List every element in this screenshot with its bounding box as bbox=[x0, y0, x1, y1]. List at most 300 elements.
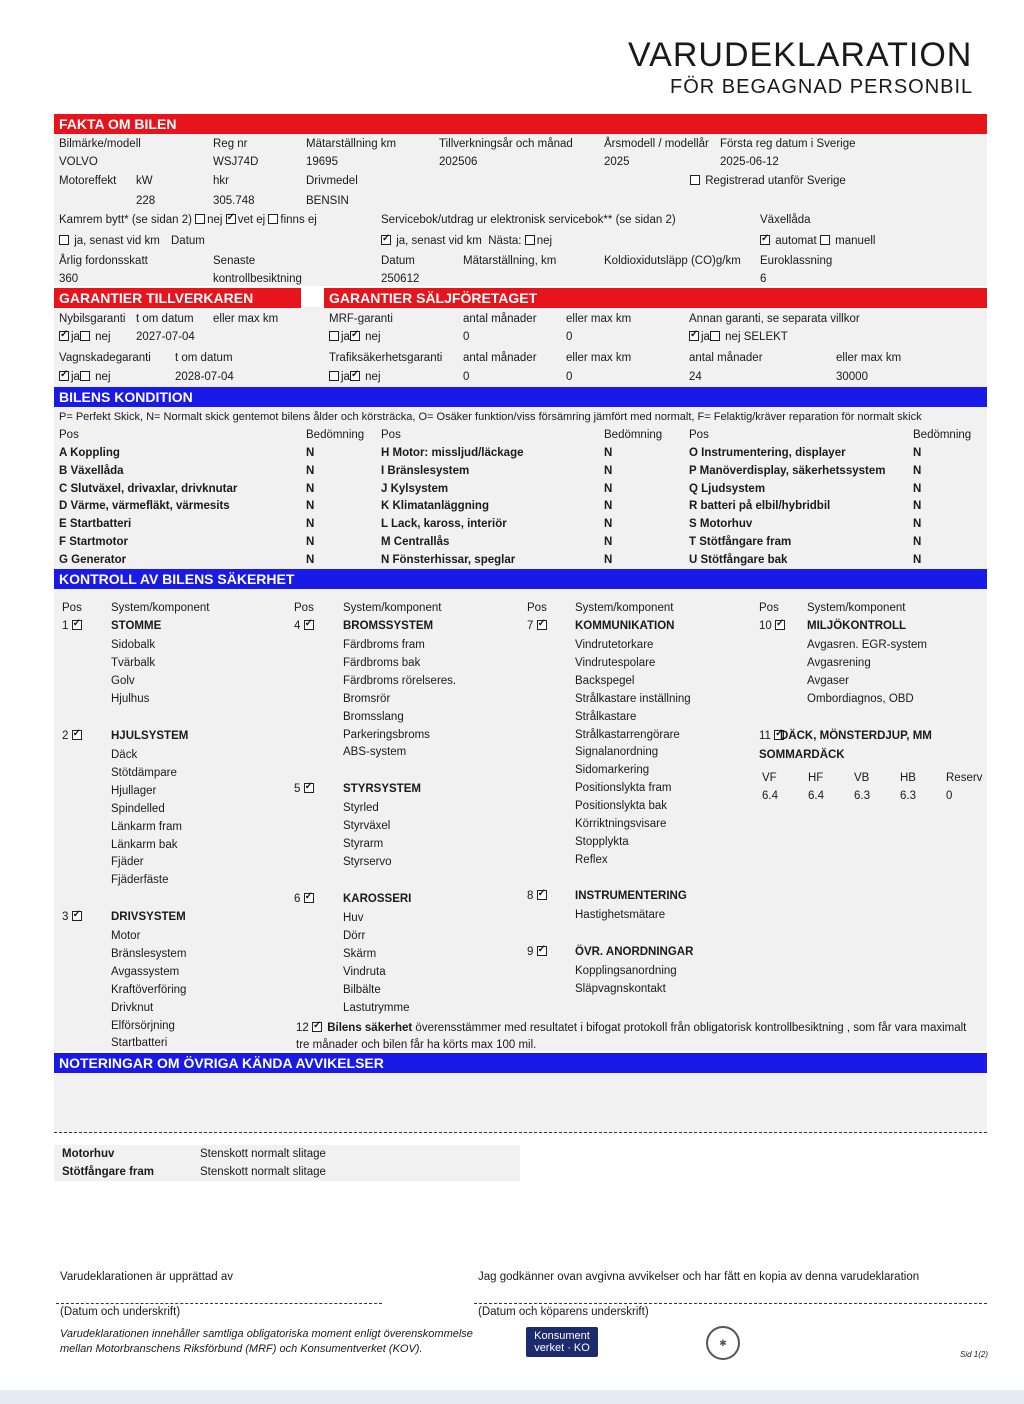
safety-group-number bbox=[62, 910, 84, 924]
safety-item: Kraftöverföring bbox=[111, 983, 187, 996]
safety-item: Hjulhus bbox=[111, 692, 150, 705]
safety-item: Startbatteri bbox=[111, 1037, 168, 1050]
p12-line2: tre månader och bilen får ha körts max 100 mil. bbox=[296, 1039, 537, 1051]
kondition-item-label: F Startmotor bbox=[59, 536, 128, 548]
mrf-nej-checkbox[interactable] bbox=[350, 331, 360, 341]
footer-upprattad: Varudeklarationen är upprättad av bbox=[60, 1271, 234, 1283]
label-automat: automat bbox=[775, 235, 817, 247]
label-regnr: Reg nr bbox=[213, 138, 248, 150]
safety-item: Lastutrymme bbox=[343, 1001, 410, 1014]
label-kamrem-datum: Datum bbox=[171, 235, 205, 247]
kondition-item-grade: N bbox=[306, 500, 315, 513]
reg-utanfor-row bbox=[690, 174, 846, 188]
label-annan-eller: eller max km bbox=[836, 352, 902, 364]
kondition-item-label: H Motor: missljud/läckage bbox=[381, 447, 524, 459]
label-vagnskada-nej: nej bbox=[95, 371, 111, 383]
safety-group-title: STYRSYSTEM bbox=[343, 783, 421, 795]
value-mrf-manader: 0 bbox=[463, 331, 470, 343]
safety-item: Golv bbox=[111, 674, 135, 687]
kondition-item-grade: N bbox=[604, 482, 613, 495]
safety-item: Motor bbox=[111, 930, 141, 942]
garanti-saljforetaget-heading: GARANTIER SÄLJFÖRETAGET bbox=[324, 288, 987, 308]
safety-checkbox[interactable] bbox=[537, 946, 547, 956]
safety-item: Positionslykta bak bbox=[575, 800, 668, 813]
safety-group-number bbox=[527, 945, 549, 959]
safety-num: 7 bbox=[527, 620, 534, 632]
label-mrf-antal: antal månader bbox=[463, 313, 537, 325]
label-nybil-eller: eller max km bbox=[213, 313, 279, 325]
noteringar-panel bbox=[54, 1073, 987, 1133]
label-kamrem-nej: nej bbox=[207, 214, 223, 226]
vagnskada-nej-checkbox[interactable] bbox=[80, 371, 90, 381]
tyre-header: VF bbox=[762, 772, 777, 784]
safety-item: Bränslesystem bbox=[111, 947, 187, 960]
safety-item: Däck bbox=[111, 749, 138, 761]
window-bottom-edge bbox=[0, 1390, 1024, 1404]
kondition-item-label: E Startbatteri bbox=[59, 518, 132, 531]
value-regnr: WSJ74D bbox=[213, 156, 259, 168]
tyre-header: HF bbox=[808, 772, 824, 784]
sakerhet-col-pos-3: Pos bbox=[527, 602, 547, 614]
label-mrf-ja: ja bbox=[341, 331, 350, 343]
kondition-item-label: Q Ljudsystem bbox=[689, 482, 766, 495]
label-nybil-tom: t om datum bbox=[136, 313, 194, 325]
safety-group-title: INSTRUMENTERING bbox=[575, 890, 687, 902]
safety-item: Hastighetsmätare bbox=[575, 909, 666, 921]
automat-checkbox[interactable] bbox=[760, 235, 770, 245]
safety-item: Färdbroms bak bbox=[343, 656, 421, 669]
safety-item: Färdbroms fram bbox=[343, 639, 425, 651]
label-senaste: Senaste bbox=[213, 255, 256, 267]
safety-item: Avgaser bbox=[807, 674, 849, 687]
label-trafiksakerhetsgaranti: Trafiksäkerhetsgaranti bbox=[329, 352, 443, 364]
kondition-item-grade: N bbox=[604, 464, 613, 477]
safety-item: Spindelled bbox=[111, 802, 165, 815]
kondition-col-bed-3: Bedömning bbox=[913, 429, 972, 441]
kondition-item-label: I Bränslesystem bbox=[381, 464, 470, 477]
kondition-item-grade: N bbox=[604, 536, 613, 548]
safety-item: Strålkastarrengörare bbox=[575, 728, 680, 741]
label-bilmarke: Bilmärke/modell bbox=[59, 138, 141, 150]
reg-utanfor-checkbox[interactable] bbox=[690, 175, 700, 185]
value-tillverkningsar: 202506 bbox=[439, 156, 478, 168]
safety-checkbox[interactable] bbox=[537, 890, 547, 900]
safety-item: Parkeringsbroms bbox=[343, 728, 430, 741]
tyre-value: 6.4 bbox=[762, 790, 778, 802]
mrf-ja-checkbox[interactable] bbox=[329, 331, 339, 341]
safety-group-title: KOMMUNIKATION bbox=[575, 620, 675, 632]
kondition-item-grade: N bbox=[913, 464, 922, 477]
safety-item: Styrväxel bbox=[343, 819, 391, 832]
label-kamrem-ja: ja, senast vid km bbox=[74, 235, 160, 247]
safety-item: Styrservo bbox=[343, 855, 392, 868]
safety-item: Huv bbox=[343, 912, 364, 924]
safety-item: Positionslykta fram bbox=[575, 782, 672, 795]
p12-bold: Bilens säkerhet bbox=[327, 1022, 413, 1034]
kondition-item-label: R batteri på elbil/hybridbil bbox=[689, 500, 831, 513]
safety-item: Styrled bbox=[343, 802, 379, 814]
safety-item: Länkarm fram bbox=[111, 820, 182, 833]
p12-number: 12 bbox=[296, 1022, 309, 1034]
document-title: VARUDEKLARATION bbox=[628, 36, 973, 74]
kondition-item-grade: N bbox=[604, 500, 613, 513]
konsumentverket-logo bbox=[526, 1327, 598, 1357]
safety-item: Avgasrening bbox=[807, 656, 871, 669]
value-annan-garanti: SELEKT bbox=[743, 331, 788, 343]
safety-checkbox[interactable] bbox=[537, 620, 547, 630]
kondition-item-label: S Motorhuv bbox=[689, 518, 753, 531]
tyre-header: VB bbox=[854, 772, 870, 784]
kondition-item-grade: N bbox=[306, 553, 315, 566]
safety-checkbox[interactable] bbox=[72, 730, 82, 740]
kondition-item-label: A Koppling bbox=[59, 447, 120, 459]
kamrem-nej-checkbox[interactable] bbox=[195, 214, 205, 224]
safety-item: Sidobalk bbox=[111, 639, 156, 651]
kondition-item-grade: N bbox=[913, 447, 922, 459]
kondition-item-grade: N bbox=[913, 500, 922, 513]
kondition-item-label: L Lack, kaross, interiör bbox=[381, 518, 507, 531]
label-vaxellada: Växellåda bbox=[760, 214, 811, 226]
safety-num: 11 bbox=[759, 730, 771, 742]
note-part: Stötfångare fram bbox=[62, 1166, 155, 1178]
sakerhet-col-pos-1: Pos bbox=[62, 602, 82, 614]
sakerhet-col-pos-2: Pos bbox=[294, 602, 314, 614]
label-servicebok: Servicebok/utdrag ur elektronisk servicebok** (se sidan 2) bbox=[381, 214, 676, 226]
safety-group-number bbox=[759, 619, 787, 633]
sakerhet-col-pos-4: Pos bbox=[759, 602, 779, 614]
kamrem-vet-ej-checkbox[interactable] bbox=[226, 214, 236, 224]
value-vagnskada-datum: 2028-07-04 bbox=[175, 371, 234, 383]
footer-godkanner: Jag godkänner ovan avgivna avvikelser och har fått en kopia av denna varudeklaration bbox=[478, 1271, 920, 1283]
annan-checkboxes bbox=[689, 330, 788, 344]
safety-num: 8 bbox=[527, 890, 534, 902]
safety-item: Vindrutetorkare bbox=[575, 639, 654, 651]
label-manuell: manuell bbox=[835, 235, 876, 247]
kondition-item-grade: N bbox=[306, 482, 315, 495]
label-annan-garanti: Annan garanti, se separata villkor bbox=[689, 313, 860, 325]
safety-item: Stopplykta bbox=[575, 835, 629, 848]
label-vagnskadegaranti: Vagnskadegaranti bbox=[59, 352, 151, 364]
nybil-nej-checkbox[interactable] bbox=[80, 331, 90, 341]
document-subtitle: FÖR BEGAGNAD PERSONBIL bbox=[670, 76, 974, 98]
kondition-item-grade: N bbox=[306, 518, 315, 531]
safety-num: 4 bbox=[294, 620, 301, 632]
safety-item: Tvärbalk bbox=[111, 656, 156, 669]
sakerhet-col-sys-4: System/komponent bbox=[807, 602, 906, 614]
safety-group-title: KAROSSERI bbox=[343, 893, 412, 905]
safety-num: 9 bbox=[527, 946, 534, 958]
label-servicebok-nej: nej bbox=[536, 235, 553, 247]
label-reg-utanfor: Registrerad utanför Sverige bbox=[705, 175, 846, 187]
safety-num: 2 bbox=[62, 730, 69, 742]
safety-item: Elförsörjning bbox=[111, 1019, 175, 1032]
label-koldioxid: Koldioxidutsläpp (CO)g/km bbox=[604, 255, 741, 267]
p12-row bbox=[296, 1021, 966, 1035]
label-servicebok-ja: ja, senast vid km bbox=[396, 235, 482, 247]
nybil-ja-checkbox[interactable] bbox=[59, 331, 69, 341]
safety-item: Sidomarkering bbox=[575, 764, 650, 777]
safety-checkbox[interactable] bbox=[72, 911, 82, 921]
servicebok-row bbox=[381, 234, 552, 248]
kondition-item-label: P Manöverdisplay, säkerhetssystem bbox=[689, 464, 886, 477]
sakerhet-col-sys-1: System/komponent bbox=[111, 602, 210, 614]
kondition-item-label: K Klimatanläggning bbox=[381, 500, 489, 513]
safety-item: Bromsslang bbox=[343, 710, 404, 723]
tyre-value: 0 bbox=[946, 790, 953, 802]
label-nybil-nej: nej bbox=[95, 331, 111, 343]
logo-kov-line1: Konsument bbox=[534, 1330, 590, 1342]
safety-num: 5 bbox=[294, 783, 301, 795]
safety-num: 6 bbox=[294, 893, 301, 905]
tyre-header: HB bbox=[900, 772, 916, 784]
safety-checkbox[interactable] bbox=[72, 620, 82, 630]
label-annan-ja: ja bbox=[701, 331, 710, 343]
tyre-value: 6.4 bbox=[808, 790, 824, 802]
footer-sign-seller: (Datum och underskrift) bbox=[60, 1306, 181, 1318]
label-trafik-eller: eller max km bbox=[566, 352, 632, 364]
label-matarstallning-2: Mätarställning, km bbox=[463, 255, 557, 267]
kondition-item-label: T Stötfångare fram bbox=[689, 536, 792, 548]
kondition-item-label: C Slutväxel, drivaxlar, drivknutar bbox=[59, 482, 238, 495]
safety-group-number bbox=[62, 619, 84, 633]
kondition-item-grade: N bbox=[913, 553, 922, 566]
kondition-col-pos-1: Pos bbox=[59, 429, 79, 441]
safety-group-title: HJULSYSTEM bbox=[111, 730, 189, 742]
safety-item: Backspegel bbox=[575, 674, 635, 687]
kondition-heading: BILENS KONDITION bbox=[54, 387, 987, 407]
footer-disclaimer-1: Varudeklarationen innehåller samtliga obligatoriska moment enligt överenskommelse bbox=[60, 1328, 473, 1340]
label-kw: kW bbox=[136, 175, 153, 187]
value-euroklassning: 6 bbox=[760, 273, 767, 285]
label-hkr: hkr bbox=[213, 175, 229, 187]
safety-group-title: STOMME bbox=[111, 620, 162, 632]
page-number: Sid 1(2) bbox=[960, 1350, 989, 1359]
kondition-col-pos-3: Pos bbox=[689, 429, 709, 441]
sommardack-label: SOMMARDÄCK bbox=[759, 749, 845, 761]
manuell-checkbox[interactable] bbox=[820, 235, 830, 245]
p12-line1: överensstämmer med resultatet i bifogat protokoll från obligatorisk kontrollbesiktning , som får vara maximalt bbox=[415, 1022, 967, 1034]
safety-num: 1 bbox=[62, 620, 69, 632]
value-arsmodell: 2025 bbox=[604, 156, 630, 168]
value-hkr: 305.748 bbox=[213, 195, 255, 207]
value-forsta-reg: 2025-06-12 bbox=[720, 156, 779, 168]
label-annan-antal: antal månader bbox=[689, 352, 763, 364]
trafik-nej-checkbox[interactable] bbox=[350, 371, 360, 381]
value-drivmedel: BENSIN bbox=[306, 195, 349, 207]
safety-group-number bbox=[62, 729, 84, 743]
trafik-checkboxes bbox=[329, 370, 381, 384]
value-trafik-manader: 0 bbox=[463, 371, 470, 383]
label-euroklassning: Euroklassning bbox=[760, 255, 833, 267]
safety-item: Bromsrör bbox=[343, 692, 391, 705]
kondition-item-label: M Centrallås bbox=[381, 536, 450, 548]
vagnskada-checkboxes bbox=[59, 370, 111, 384]
note-text: Stenskott normalt slitage bbox=[200, 1148, 326, 1160]
label-trafik-nej: nej bbox=[365, 371, 381, 383]
safety-group-title: DRIVSYSTEM bbox=[111, 911, 186, 923]
tyre-header: Reserv bbox=[946, 772, 983, 784]
safety-group-title: ÖVR. ANORDNINGAR bbox=[575, 946, 694, 958]
trafik-ja-checkbox[interactable] bbox=[329, 371, 339, 381]
safety-item: Avgassystem bbox=[111, 965, 180, 978]
safety-item: Skärm bbox=[343, 947, 377, 960]
safety-item: Strålkastare inställning bbox=[575, 692, 691, 705]
safety-item: Färdbroms rörelseres. bbox=[343, 674, 457, 687]
label-kontrollbesiktning: kontrollbesiktning bbox=[213, 273, 302, 285]
kondition-item-grade: N bbox=[604, 518, 613, 531]
value-mrf-km: 0 bbox=[566, 331, 573, 343]
kondition-item-grade: N bbox=[306, 447, 315, 459]
kondition-item-label: D Värme, värmefläkt, värmesits bbox=[59, 500, 230, 513]
safety-item: Bilbälte bbox=[343, 983, 381, 996]
vagnskada-ja-checkbox[interactable] bbox=[59, 371, 69, 381]
safety-checkbox[interactable] bbox=[304, 783, 314, 793]
signature-line-seller[interactable] bbox=[56, 1303, 382, 1304]
label-mrf-eller: eller max km bbox=[566, 313, 632, 325]
safety-item: Fjäder bbox=[111, 856, 144, 869]
safety-group-number bbox=[527, 619, 549, 633]
vaxellada-row bbox=[760, 234, 875, 248]
safety-num: 3 bbox=[62, 911, 69, 923]
label-tillverkningsar: Tillverkningsår och månad bbox=[439, 138, 573, 150]
kondition-item-label: B Växellåda bbox=[59, 464, 124, 477]
value-annan-manader: 24 bbox=[689, 371, 702, 383]
safety-checkbox[interactable] bbox=[775, 620, 785, 630]
safety-group-title: DÄCK, MÖNSTERDJUP, MM bbox=[780, 730, 932, 742]
label-mrf-garanti: MRF-garanti bbox=[329, 313, 393, 325]
safety-item: Dörr bbox=[343, 929, 366, 942]
safety-item: Länkarm bak bbox=[111, 838, 178, 851]
safety-item: ABS-system bbox=[343, 746, 407, 759]
safety-item: Kopplingsanordning bbox=[575, 965, 677, 977]
safety-item: Hjullager bbox=[111, 784, 157, 797]
kamrem-ja-row bbox=[59, 234, 160, 248]
kondition-item-label: O Instrumentering, displayer bbox=[689, 447, 846, 459]
safety-item: Vindrutespolare bbox=[575, 656, 656, 669]
label-matarstallning: Mätarställning km bbox=[306, 138, 397, 150]
footer-disclaimer-2: mellan Motorbranschens Riksförbund (MRF) och Konsumentverket (KOV). bbox=[60, 1343, 423, 1355]
sakerhet-col-sys-3: System/komponent bbox=[575, 602, 674, 614]
kondition-col-bed-2: Bedömning bbox=[604, 429, 663, 441]
kondition-item-grade: N bbox=[913, 536, 922, 548]
safety-item: Stötdämpare bbox=[111, 766, 177, 779]
label-trafik-antal: antal månader bbox=[463, 352, 537, 364]
annan-ja-checkbox[interactable] bbox=[689, 331, 699, 341]
safety-item: Vindruta bbox=[343, 965, 386, 978]
mrf-seal-icon: ✱ bbox=[706, 1326, 740, 1360]
safety-item: Ombordiagnos, OBD bbox=[807, 692, 914, 705]
sakerhet-heading: KONTROLL AV BILENS SÄKERHET bbox=[54, 569, 987, 589]
safety-group-title: BROMSSYSTEM bbox=[343, 620, 434, 632]
label-mrf-nej: nej bbox=[365, 331, 381, 343]
tyre-value: 6.3 bbox=[854, 790, 870, 802]
safety-group-number bbox=[294, 619, 316, 633]
kondition-item-label: U Stötfångare bak bbox=[689, 553, 788, 566]
kondition-col-pos-2: Pos bbox=[381, 429, 401, 441]
safety-group-title: MILJÖKONTROLL bbox=[807, 620, 907, 632]
safety-group-number bbox=[527, 889, 549, 903]
label-motoreffekt: Motoreffekt bbox=[59, 175, 117, 187]
kamrem-row bbox=[59, 213, 317, 227]
value-matarstallning: 19695 bbox=[306, 156, 338, 168]
p12-checkbox[interactable] bbox=[312, 1022, 322, 1032]
mrf-checkboxes bbox=[329, 330, 381, 344]
logo-kov-line2: verket · KO bbox=[534, 1342, 590, 1354]
value-nybil-datum: 2027-07-04 bbox=[136, 331, 195, 343]
kamrem-ja-checkbox[interactable] bbox=[59, 235, 69, 245]
servicebok-nej-checkbox[interactable] bbox=[525, 235, 535, 245]
kondition-item-label: G Generator bbox=[59, 553, 127, 566]
kondition-legend: P= Perfekt Skick, N= Normalt skick gentemot bilens ålder och körsträcka, O= Osäker funktion/viss försämring jämfört med normalt, F= Felaktig/kräver reparation för normalt skick bbox=[59, 411, 922, 423]
label-nybil-ja: ja bbox=[71, 331, 80, 343]
label-arsmodell: Årsmodell / modellår bbox=[604, 138, 709, 150]
sakerhet-col-sys-2: System/komponent bbox=[343, 602, 442, 614]
note-text: Stenskott normalt slitage bbox=[200, 1166, 326, 1178]
annan-nej-checkbox[interactable] bbox=[710, 331, 720, 341]
kondition-item-label: N Fönsterhissar, speglar bbox=[381, 553, 516, 566]
kamrem-finns-ej-checkbox[interactable] bbox=[268, 214, 278, 224]
kondition-item-grade: N bbox=[306, 464, 315, 477]
noteringar-heading: NOTERINGAR OM ÖVRIGA KÄNDA AVVIKELSER bbox=[54, 1053, 987, 1073]
label-nybilsgaranti: Nybilsgaranti bbox=[59, 313, 126, 325]
value-besiktning-datum: 250612 bbox=[381, 273, 420, 285]
label-kamrem: Kamrem bytt* (se sidan 2) bbox=[59, 214, 192, 226]
kondition-item-grade: N bbox=[913, 482, 922, 495]
safety-checkbox[interactable] bbox=[304, 893, 314, 903]
label-drivmedel: Drivmedel bbox=[306, 175, 358, 187]
kondition-item-grade: N bbox=[306, 536, 315, 548]
safety-num: 10 bbox=[759, 620, 772, 632]
signature-line-buyer[interactable] bbox=[474, 1303, 987, 1304]
kondition-col-bed-1: Bedömning bbox=[306, 429, 365, 441]
value-annan-km: 30000 bbox=[836, 371, 868, 383]
value-bilmarke: VOLVO bbox=[59, 156, 98, 168]
tyre-value: 6.3 bbox=[900, 790, 916, 802]
safety-item: Fjäderfäste bbox=[111, 874, 169, 887]
label-fordonsskatt: Årlig fordonsskatt bbox=[59, 255, 148, 267]
safety-item: Signalanordning bbox=[575, 746, 659, 759]
safety-item: Släpvagnskontakt bbox=[575, 982, 666, 995]
label-nasta: Nästa: bbox=[488, 235, 522, 247]
kondition-item-grade: N bbox=[604, 553, 613, 566]
label-trafik-ja: ja bbox=[341, 371, 350, 383]
safety-item: Körriktningsvisare bbox=[575, 818, 667, 830]
safety-group-number bbox=[294, 892, 316, 906]
safety-item: Styrarm bbox=[343, 837, 384, 850]
nybil-checkboxes bbox=[59, 330, 111, 344]
value-trafik-km: 0 bbox=[566, 371, 573, 383]
safety-group-number bbox=[294, 782, 316, 796]
label-kamrem-finns-ej: finns ej bbox=[280, 214, 317, 226]
kondition-item-grade: N bbox=[913, 518, 922, 531]
value-fordonsskatt: 360 bbox=[59, 273, 79, 285]
safety-checkbox[interactable] bbox=[304, 620, 314, 630]
fakta-heading: FAKTA OM BILEN bbox=[54, 114, 987, 134]
label-forsta-reg: Första reg datum i Sverige bbox=[720, 138, 856, 150]
kondition-item-label: J Kylsystem bbox=[381, 482, 449, 495]
garanti-tillverkaren-heading: GARANTIER TILLVERKAREN bbox=[54, 288, 301, 308]
value-kw: 228 bbox=[136, 195, 156, 207]
footer-sign-buyer: (Datum och köparens underskrift) bbox=[478, 1306, 649, 1318]
label-besiktning-datum: Datum bbox=[381, 255, 415, 267]
note-part: Motorhuv bbox=[62, 1148, 115, 1160]
servicebok-ja-checkbox[interactable] bbox=[381, 235, 391, 245]
safety-item: Drivknut bbox=[111, 1001, 154, 1014]
safety-item: Avgasren. EGR-system bbox=[807, 639, 927, 651]
kondition-item-grade: N bbox=[604, 447, 613, 459]
safety-item: Strålkastare bbox=[575, 710, 637, 723]
label-annan-nej: nej bbox=[725, 331, 741, 343]
